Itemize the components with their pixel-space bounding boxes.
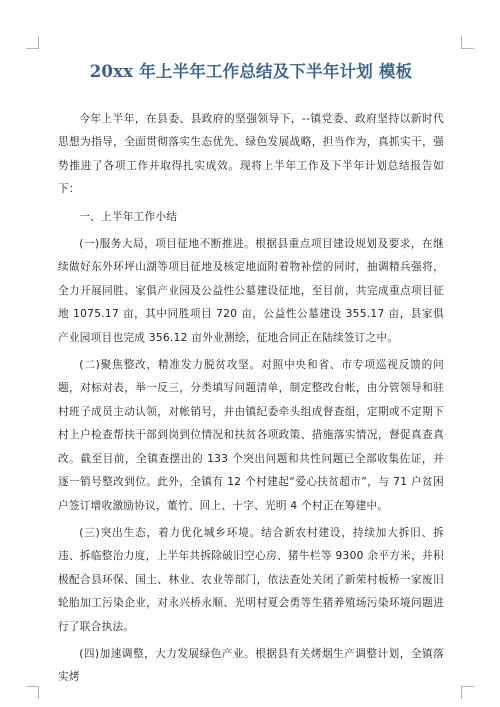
paragraph-ecology: (三)突出生态，着力优化城乡环境。结合新农村建设，持续加大拆旧、拆违、拆临整治力度，上半年共拆除破旧空心房、猪牛栏等 9300 余平方米，并积极配合县环保、国土、林业、农业等部门，依法查处关闭了新荣村板桥一家废旧轮胎加工污染企业，对永兴桥永顺、光明村夏会勇等生猪养殖场污染环境问题进行了联合执法。 — [58, 526, 444, 633]
intro-paragraph: 今年上半年，在县委、县政府的坚强领导下，--镇党委、政府坚持以新时代思想为指导，全面贯彻落实生态优先、绿色发展战略，担当作为，真抓实干，强势推进了各项工作并取得扎实成效。现将上半年工作及下半年计划总结报告如下： — [58, 113, 444, 196]
crop-mark-top-left — [26, 36, 39, 49]
crop-mark-bottom-left — [26, 686, 39, 699]
paragraph-poverty-alleviation: (二)聚焦整改，精准发力脱贫攻坚。对照中央和省、市专项巡视反馈的问题，对标对表，举一反三，分类填写问题清单，制定整改台帐，由分管领导和驻村班子成员主动认领，对帐销号，并由镇纪委牵头组成督查组，定期或不定期下村上户检查帮扶干部到岗到位情况和扶贫各项政策、措施落实情况，督促真查真改。截至目前，全镇查摆出的 133 个突出问题和共性问题已全部收集佐证，并逐一销号整改到位。此外，全镇有 12 个村建起“爱心扶贫超市”，与 71 户贫困户签订增收激励协议，董竹、回上、十字、光明 4 个村正在筹建中。 — [58, 359, 444, 512]
section-heading: 一、上半年工作小结 — [79, 210, 178, 223]
paragraph-project-land: (一)服务大局，项目征地不断推进。根据县重点项目建设规划及要求，在继续做好东外环坪山湖等项目征地及核定地面附着物补偿的同时，抽调精兵强将，全力开展同胜、家俱产业园及公益性公墓建设征地，至目前，共完成重点项目征地 1075.17 亩，其中同胜项目 720 亩，公益性公墓建设 355.17 亩，县家俱产业园项目也完成 356.12 亩外业测绘，征地合同正在陆续签订之中。 — [58, 238, 444, 344]
crop-mark-bottom-right — [461, 686, 474, 699]
document-title: 20xx 年上半年工作总结及下半年计划 模板 — [89, 62, 413, 81]
document-page — [58, 58, 444, 690]
paragraph-green-industry: (四)加速调整，大力发展绿色产业。根据县有关烤烟生产调整计划，全镇落实烤 — [58, 647, 444, 684]
crop-mark-top-right — [461, 36, 474, 49]
